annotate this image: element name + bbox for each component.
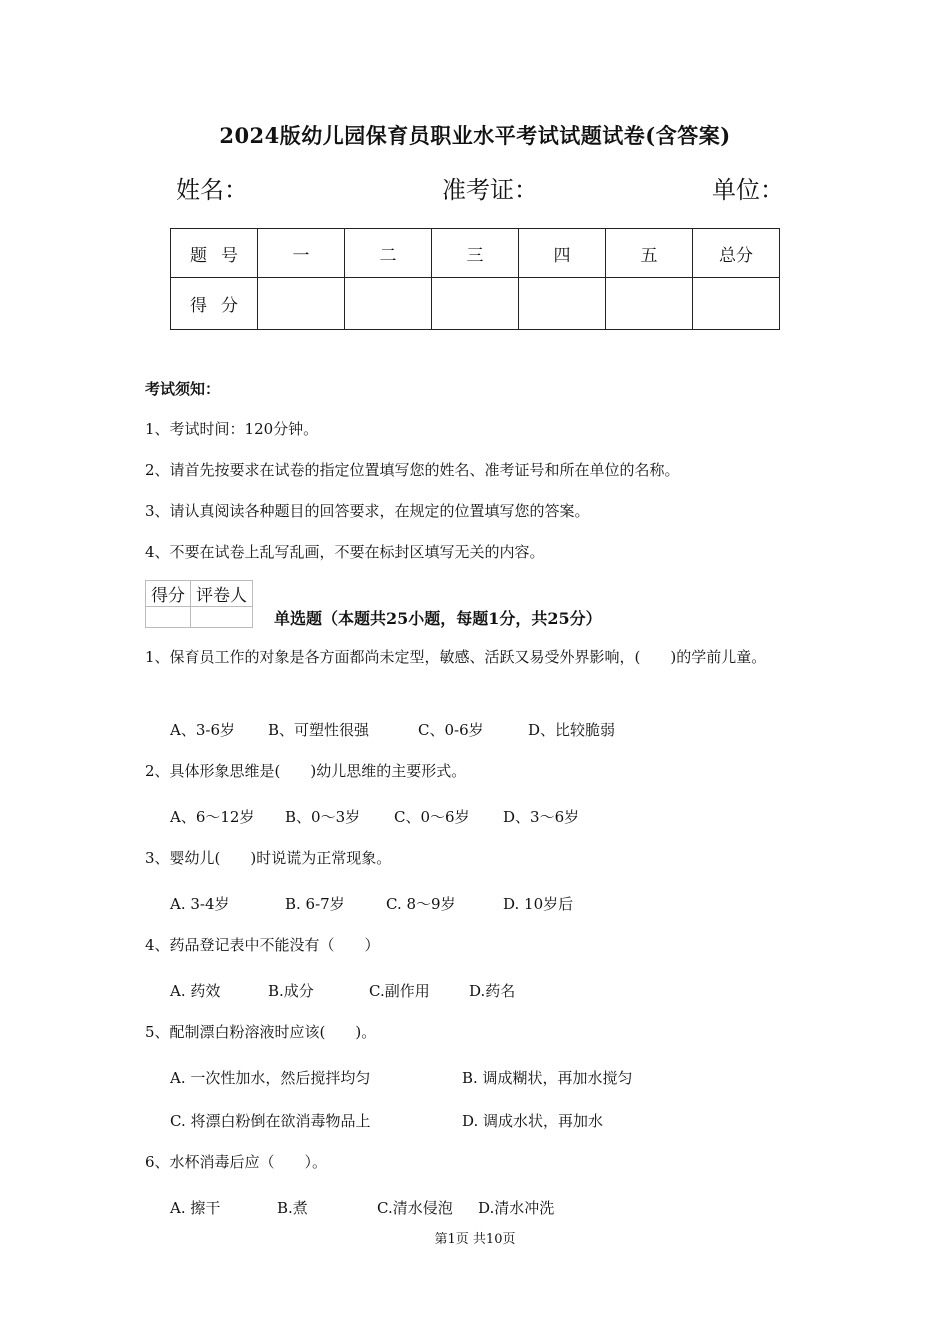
question-option: C.清水侵泡	[377, 1199, 453, 1217]
name-field-label: 姓名：	[176, 176, 248, 204]
question-option: C、0-6岁	[418, 721, 484, 739]
score-table	[170, 228, 780, 330]
question-option: D.清水冲洗	[478, 1199, 555, 1217]
question-stem: 3、婴幼儿( )时说谎为正常现象。	[145, 849, 392, 867]
score-cell[interactable]	[519, 278, 606, 330]
question-option: B.成分	[268, 982, 314, 1000]
page-number-footer: 第1页 共10页	[434, 1232, 516, 1247]
score-table-col-total: 总分	[693, 229, 780, 278]
grader-score-label: 得分	[146, 581, 191, 607]
score-table-col-4: 四	[519, 229, 606, 278]
score-table-col-1: 一	[258, 229, 345, 278]
score-table-score-row	[171, 278, 780, 330]
question-stem: 6、水杯消毒后应（ ）。	[145, 1153, 328, 1171]
score-cell[interactable]	[606, 278, 693, 330]
question-option: C. 将漂白粉倒在欲消毒物品上	[170, 1112, 371, 1130]
score-cell[interactable]	[432, 278, 519, 330]
exam-id-field-label: 准考证：	[442, 176, 538, 204]
score-cell[interactable]	[258, 278, 345, 330]
question-option: A. 3-4岁	[170, 895, 230, 913]
notice-title: 考试须知：	[145, 380, 221, 398]
grader-box	[145, 580, 253, 628]
notice-item: 3、请认真阅读各种题目的回答要求，在规定的位置填写您的答案。	[145, 502, 590, 520]
question-stem: 1、保育员工作的对象是各方面都尚未定型，敏感、活跃又易受外界影响，( )的学前儿童。	[145, 648, 767, 666]
question-stem: 2、具体形象思维是( )幼儿思维的主要形式。	[145, 762, 467, 780]
question-option: B、可塑性很强	[268, 721, 370, 739]
notice-item: 1、考试时间：120分钟。	[145, 420, 319, 438]
question-option: A. 药效	[170, 982, 221, 1000]
question-option: D. 调成水状，再加水	[462, 1112, 604, 1130]
question-option: B. 调成糊状，再加水搅匀	[462, 1069, 633, 1087]
score-cell[interactable]	[693, 278, 780, 330]
grader-reviewer-cell[interactable]	[191, 607, 253, 628]
question-option: A. 一次性加水，然后搅拌均匀	[170, 1069, 371, 1087]
question-option: A. 擦干	[170, 1199, 221, 1217]
question-stem: 5、配制漂白粉溶液时应该( )。	[145, 1023, 377, 1041]
question-option: B.煮	[277, 1199, 308, 1217]
score-table-score-label: 得分	[171, 278, 258, 330]
grader-reviewer-label: 评卷人	[191, 581, 253, 607]
question-stem: 4、药品登记表中不能没有（ ）	[145, 936, 380, 954]
score-table-col-3: 三	[432, 229, 519, 278]
question-option: D、3～6岁	[503, 808, 580, 826]
question-option: A、6～12岁	[170, 808, 255, 826]
grader-score-cell[interactable]	[146, 607, 191, 628]
section-title: 单选题（本题共25小题，每题1分，共25分）	[274, 609, 602, 628]
score-table-col-2: 二	[345, 229, 432, 278]
document-title: 2024版幼儿园保育员职业水平考试试题试卷(含答案)	[219, 123, 731, 148]
question-option: D. 10岁后	[503, 895, 574, 913]
question-option: C、0～6岁	[394, 808, 470, 826]
question-option: C.副作用	[369, 982, 430, 1000]
score-table-header-row	[171, 229, 780, 278]
question-option: C. 8～9岁	[386, 895, 456, 913]
notice-item: 4、不要在试卷上乱写乱画，不要在标封区填写无关的内容。	[145, 543, 545, 561]
notice-item: 2、请首先按要求在试卷的指定位置填写您的姓名、准考证号和所在单位的名称。	[145, 461, 680, 479]
question-option: B. 6-7岁	[285, 895, 345, 913]
question-option: D、比较脆弱	[528, 721, 616, 739]
unit-field-label: 单位：	[712, 176, 784, 204]
score-table-col-5: 五	[606, 229, 693, 278]
question-option: B、0～3岁	[285, 808, 361, 826]
score-table-row-header: 题号	[171, 229, 258, 278]
question-option: A、3-6岁	[170, 721, 235, 739]
question-option: D.药名	[469, 982, 516, 1000]
score-cell[interactable]	[345, 278, 432, 330]
